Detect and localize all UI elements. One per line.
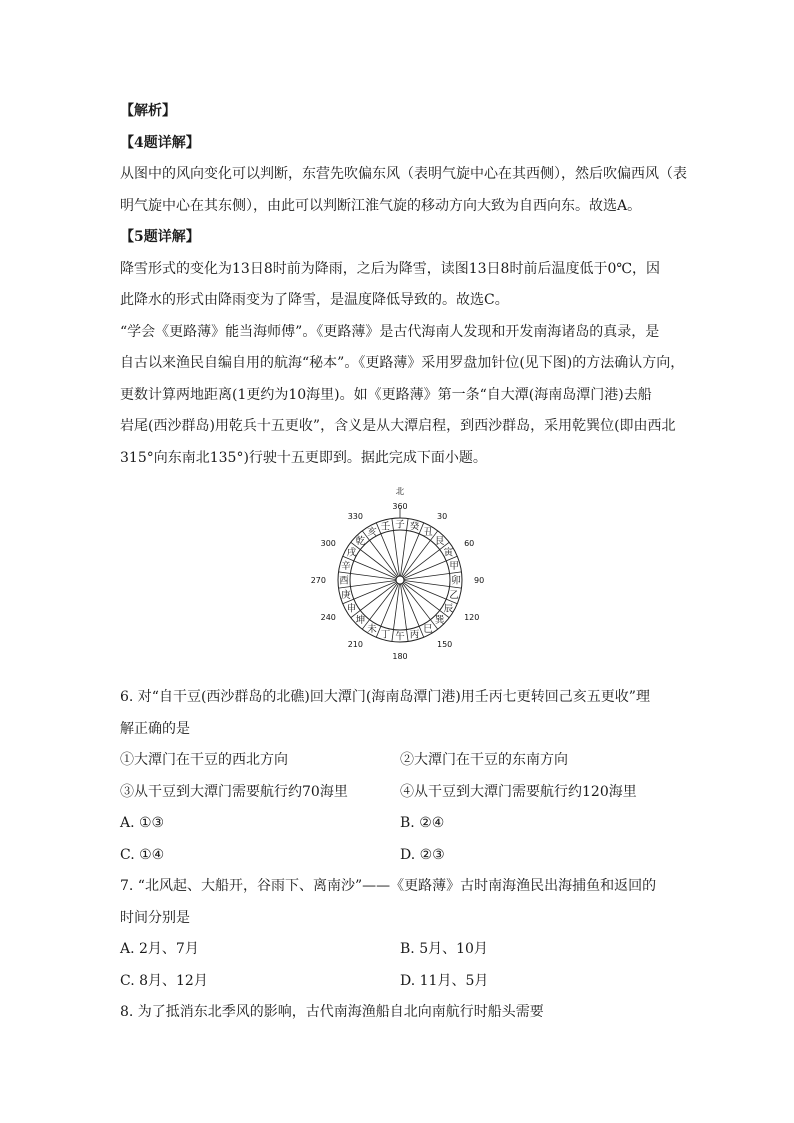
- compass-sector-label: 坤: [355, 615, 366, 627]
- compass-degree-label: 120: [464, 613, 480, 622]
- compass-degree-label: 210: [347, 640, 363, 650]
- compass-sector-label: 卯: [451, 575, 461, 587]
- compass-sector-label: 巽: [434, 615, 445, 627]
- analysis-header: 【解析】: [120, 103, 176, 119]
- q7-option-c: C. 8月、12月: [120, 972, 208, 989]
- compass-degree-label: 300: [320, 539, 336, 548]
- compass-sector-line: [403, 582, 449, 617]
- compass-sector-line: [351, 542, 397, 577]
- compass-sector-label: 巳: [423, 623, 433, 635]
- compass-sector-label: 寅: [443, 547, 454, 559]
- intro-text-line: 315°向东南北135°)行驶十五更即到。据此完成下面小题。: [120, 449, 487, 466]
- compass-sector-line: [403, 542, 449, 577]
- compass-degree-label: 360: [392, 502, 408, 511]
- q6-statement-row: [120, 745, 680, 777]
- compass-sector-label: 庚: [341, 589, 351, 601]
- q4-text-line: 明气旋中心在其东侧），由此可以判断江淮气旋的移动方向大致为自西向东。故选A。: [120, 197, 642, 214]
- compass-sector-label: 甲: [449, 561, 459, 573]
- intro-text-line: 更数计算两地距离(1更约为10海里)。如《更路薄》第一条“自大潭(海南岛潭门港)去船: [120, 386, 652, 403]
- compass-sector-label: 丙: [409, 629, 420, 641]
- q5-text-line: 降雪形式的变化为13日8时前为降雨，之后为降雪，读图13日8时前后温度低于0℃，因: [120, 260, 661, 277]
- compass-degree-label: 330: [347, 511, 363, 521]
- compass-sector-label: 乙: [449, 589, 459, 601]
- q6-stem-line: 6. 对“自干豆(西沙群岛的北礁)回大潭门(海南岛潭门港)用壬丙七更转回己亥五更收”理: [120, 689, 650, 705]
- q7-option-d: D. 11月、5月: [400, 972, 489, 989]
- compass-sector-label: 午: [395, 631, 405, 643]
- q7-option-row: [120, 934, 680, 966]
- intro-text-line: “学会《更路薄》能当海师傅”。《更路薄》是古代海南人发现和开发南海诸岛的真录，是: [120, 323, 660, 340]
- intro-text-line: 岩尾(西沙群岛)用乾兵十五更收”，含义是从大潭启程，到西沙群岛，采用乾巽位(即由西北: [120, 418, 676, 434]
- compass-degree-label: 60: [464, 539, 475, 548]
- q7-option-row: [120, 966, 680, 998]
- compass-sector-line: [402, 583, 437, 629]
- q6-option-d: D. ②③: [400, 846, 445, 863]
- q8-stem-line: 8. 为了抵消东北季风的影响，古代南海渔船自北向南航行时船头需要: [120, 1004, 544, 1020]
- q6-option-row: [120, 840, 680, 872]
- compass-degree-label: 90: [474, 576, 485, 585]
- compass-sector-label: 戌: [346, 547, 357, 559]
- compass-sector-line: [351, 582, 397, 617]
- compass-sector-line: [402, 531, 437, 577]
- compass-degree-label: 150: [437, 640, 453, 650]
- q6-statement: ④从干豆到大潭门需要航行约120海里: [400, 783, 637, 800]
- q6-option-b: B. ②④: [400, 815, 445, 831]
- compass-degree-label: 270: [310, 576, 326, 585]
- compass-sector-label: 子: [395, 519, 405, 531]
- q6-statement: ③从干豆到大潭门需要航行约70海里: [120, 783, 348, 800]
- compass-sector-label: 申: [346, 603, 357, 615]
- compass-sector-label: 壬: [380, 521, 391, 533]
- q6-statement-row: [120, 777, 680, 809]
- compass-sector-label: 辰: [443, 603, 454, 615]
- compass-sector-label: 酉: [339, 575, 349, 587]
- compass-hub: [396, 576, 404, 584]
- compass-sector-label: 未: [367, 623, 377, 635]
- q5-text-line: 此降水的形式由降雨变为了降雪，是温度降低导致的。故选C。: [120, 292, 509, 308]
- compass-sector-label: 辛: [341, 561, 351, 573]
- intro-text-line: 自古以来渔民自编自用的航海“秘本”。《更路薄》采用罗盘加针位(见下图)的方法确认方向，: [120, 355, 685, 371]
- q6-option-row: [120, 808, 680, 840]
- compass-sector-line: [362, 583, 397, 629]
- q6-stem-line: 解正确的是: [120, 720, 190, 737]
- q6-statement: ②大潭门在干豆的东南方向: [400, 752, 568, 768]
- compass-north-label: 北: [395, 487, 405, 497]
- compass-degree-label: 30: [437, 511, 448, 521]
- compass-sector-label: 亥: [367, 527, 377, 539]
- q6-option-c: C. ①④: [120, 846, 165, 863]
- q4-header: 【4题详解】: [120, 134, 200, 151]
- document-page: [120, 96, 687, 1029]
- compass-degree-label: 180: [392, 652, 408, 661]
- compass-sector-line: [343, 582, 397, 604]
- compass-sector-label: 艮: [434, 535, 445, 547]
- compass-sector-line: [343, 556, 397, 578]
- q6-option-a: A. ①③: [120, 815, 165, 831]
- q7-option-b: B. 5月、10月: [400, 941, 488, 957]
- compass-sector-label: 丑: [423, 527, 433, 539]
- compass-figure: [120, 480, 680, 680]
- compass-diagram: [290, 480, 510, 680]
- compass-degree-label: 240: [320, 613, 336, 622]
- q6-statement: ①大潭门在干豆的西北方向: [120, 752, 288, 768]
- q5-header: 【5题详解】: [120, 229, 200, 245]
- compass-sector-label: 癸: [409, 521, 420, 533]
- q7-option-a: A. 2月、7月: [120, 941, 199, 957]
- q7-stem-line: 时间分别是: [120, 909, 190, 926]
- q4-text-line: 从图中的风向变化可以判断，东营先吹偏东风（表明气旋中心在其西侧），然后吹偏西风（表: [120, 166, 687, 182]
- compass-sector-label: 丁: [380, 629, 391, 641]
- q7-stem-line: 7. “北风起、大船开，谷雨下、离南沙”——《更路薄》古时南海渔民出海捕鱼和返回的: [120, 878, 657, 894]
- compass-sector-label: 乾: [355, 535, 366, 547]
